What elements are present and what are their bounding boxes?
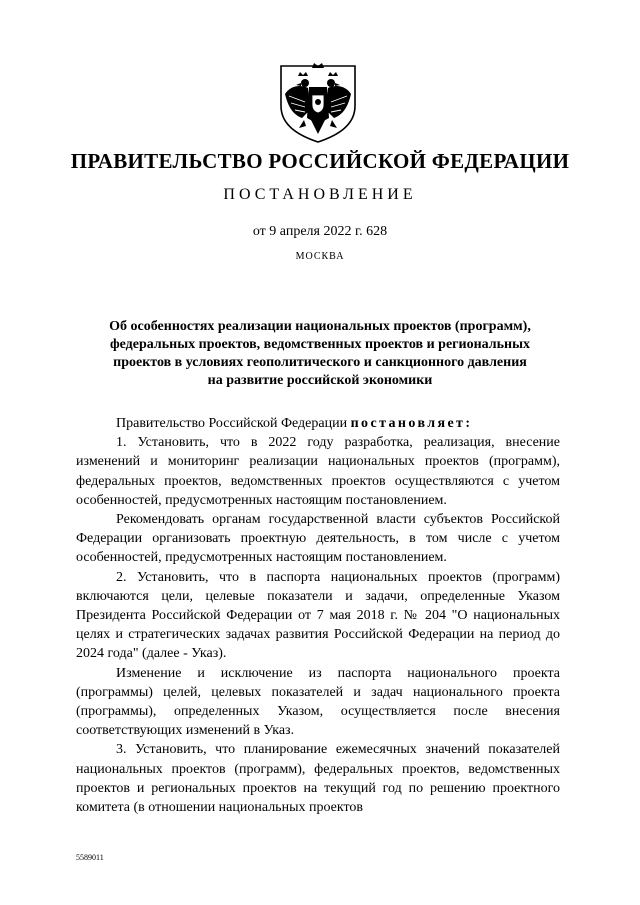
paragraph: 3. Установить, что планирование ежемесячных значений показателей национальных проектов (программ), федеральных проектов, ведомственных проектов и региональных проектов на текущий год по решению проектного комитета (в отношении национальных проектов <box>76 742 560 816</box>
document-body <box>76 414 560 817</box>
decree-word: постановляет: <box>350 416 473 431</box>
subject-line: федеральных проектов, ведомственных проектов и региональных <box>109 337 531 352</box>
document-type: ПОСТАНОВЛЕНИЕ <box>223 186 417 203</box>
footer-document-code: 5589011 <box>76 853 104 862</box>
document-city: МОСКВА <box>295 251 345 262</box>
paragraph: Рекомендовать органам государственной власти субъектов Российской Федерации организовать проектную деятельность, в том числе с учетом особенностей, предусмотренных настоящим постановлением. <box>76 512 560 566</box>
subject-line: Об особенностях реализации национальных проектов (программ), <box>109 319 531 334</box>
paragraph: 1. Установить, что в 2022 году разработка, реализация, внесение изменений и мониторинг реализации национальных проектов (программ), федеральных проектов, ведомственных проектов осуществляются с учетом особенностей, предусмотренных настоящим постановлением. <box>76 435 560 508</box>
intro-text: Правительство Российской Федерации <box>116 416 351 431</box>
paragraph: 2. Установить, что в паспорта национальных проектов (программ) включаются цели, целевые показатели и задачи, определенные Указом Президента Российской Федерации от 7 мая 2018 г. № 204 "О национальных целях и стратегических задачах развития Российской Федерации на период до 2024 года" (далее - Указ). <box>76 569 560 662</box>
decree-intro <box>76 414 560 433</box>
document-date-number: от 9 апреля 2022 г. 628 <box>252 224 388 239</box>
coat-of-arms-emblem <box>278 62 358 144</box>
government-title: ПРАВИТЕЛЬСТВО РОССИЙСКОЙ ФЕДЕРАЦИИ <box>70 149 570 173</box>
subject-line: на развитие российской экономики <box>207 373 433 388</box>
document-subject <box>70 318 570 390</box>
paragraph: Изменение и исключение из паспорта национального проекта (программы) целей, целевых показателей и задач национального проекта (программы), определенных Указом, осуществляется после внесения соответствующих изменений в Указ. <box>76 665 560 739</box>
subject-line: проектов в условиях геополитического и санкционного давления <box>113 355 527 370</box>
